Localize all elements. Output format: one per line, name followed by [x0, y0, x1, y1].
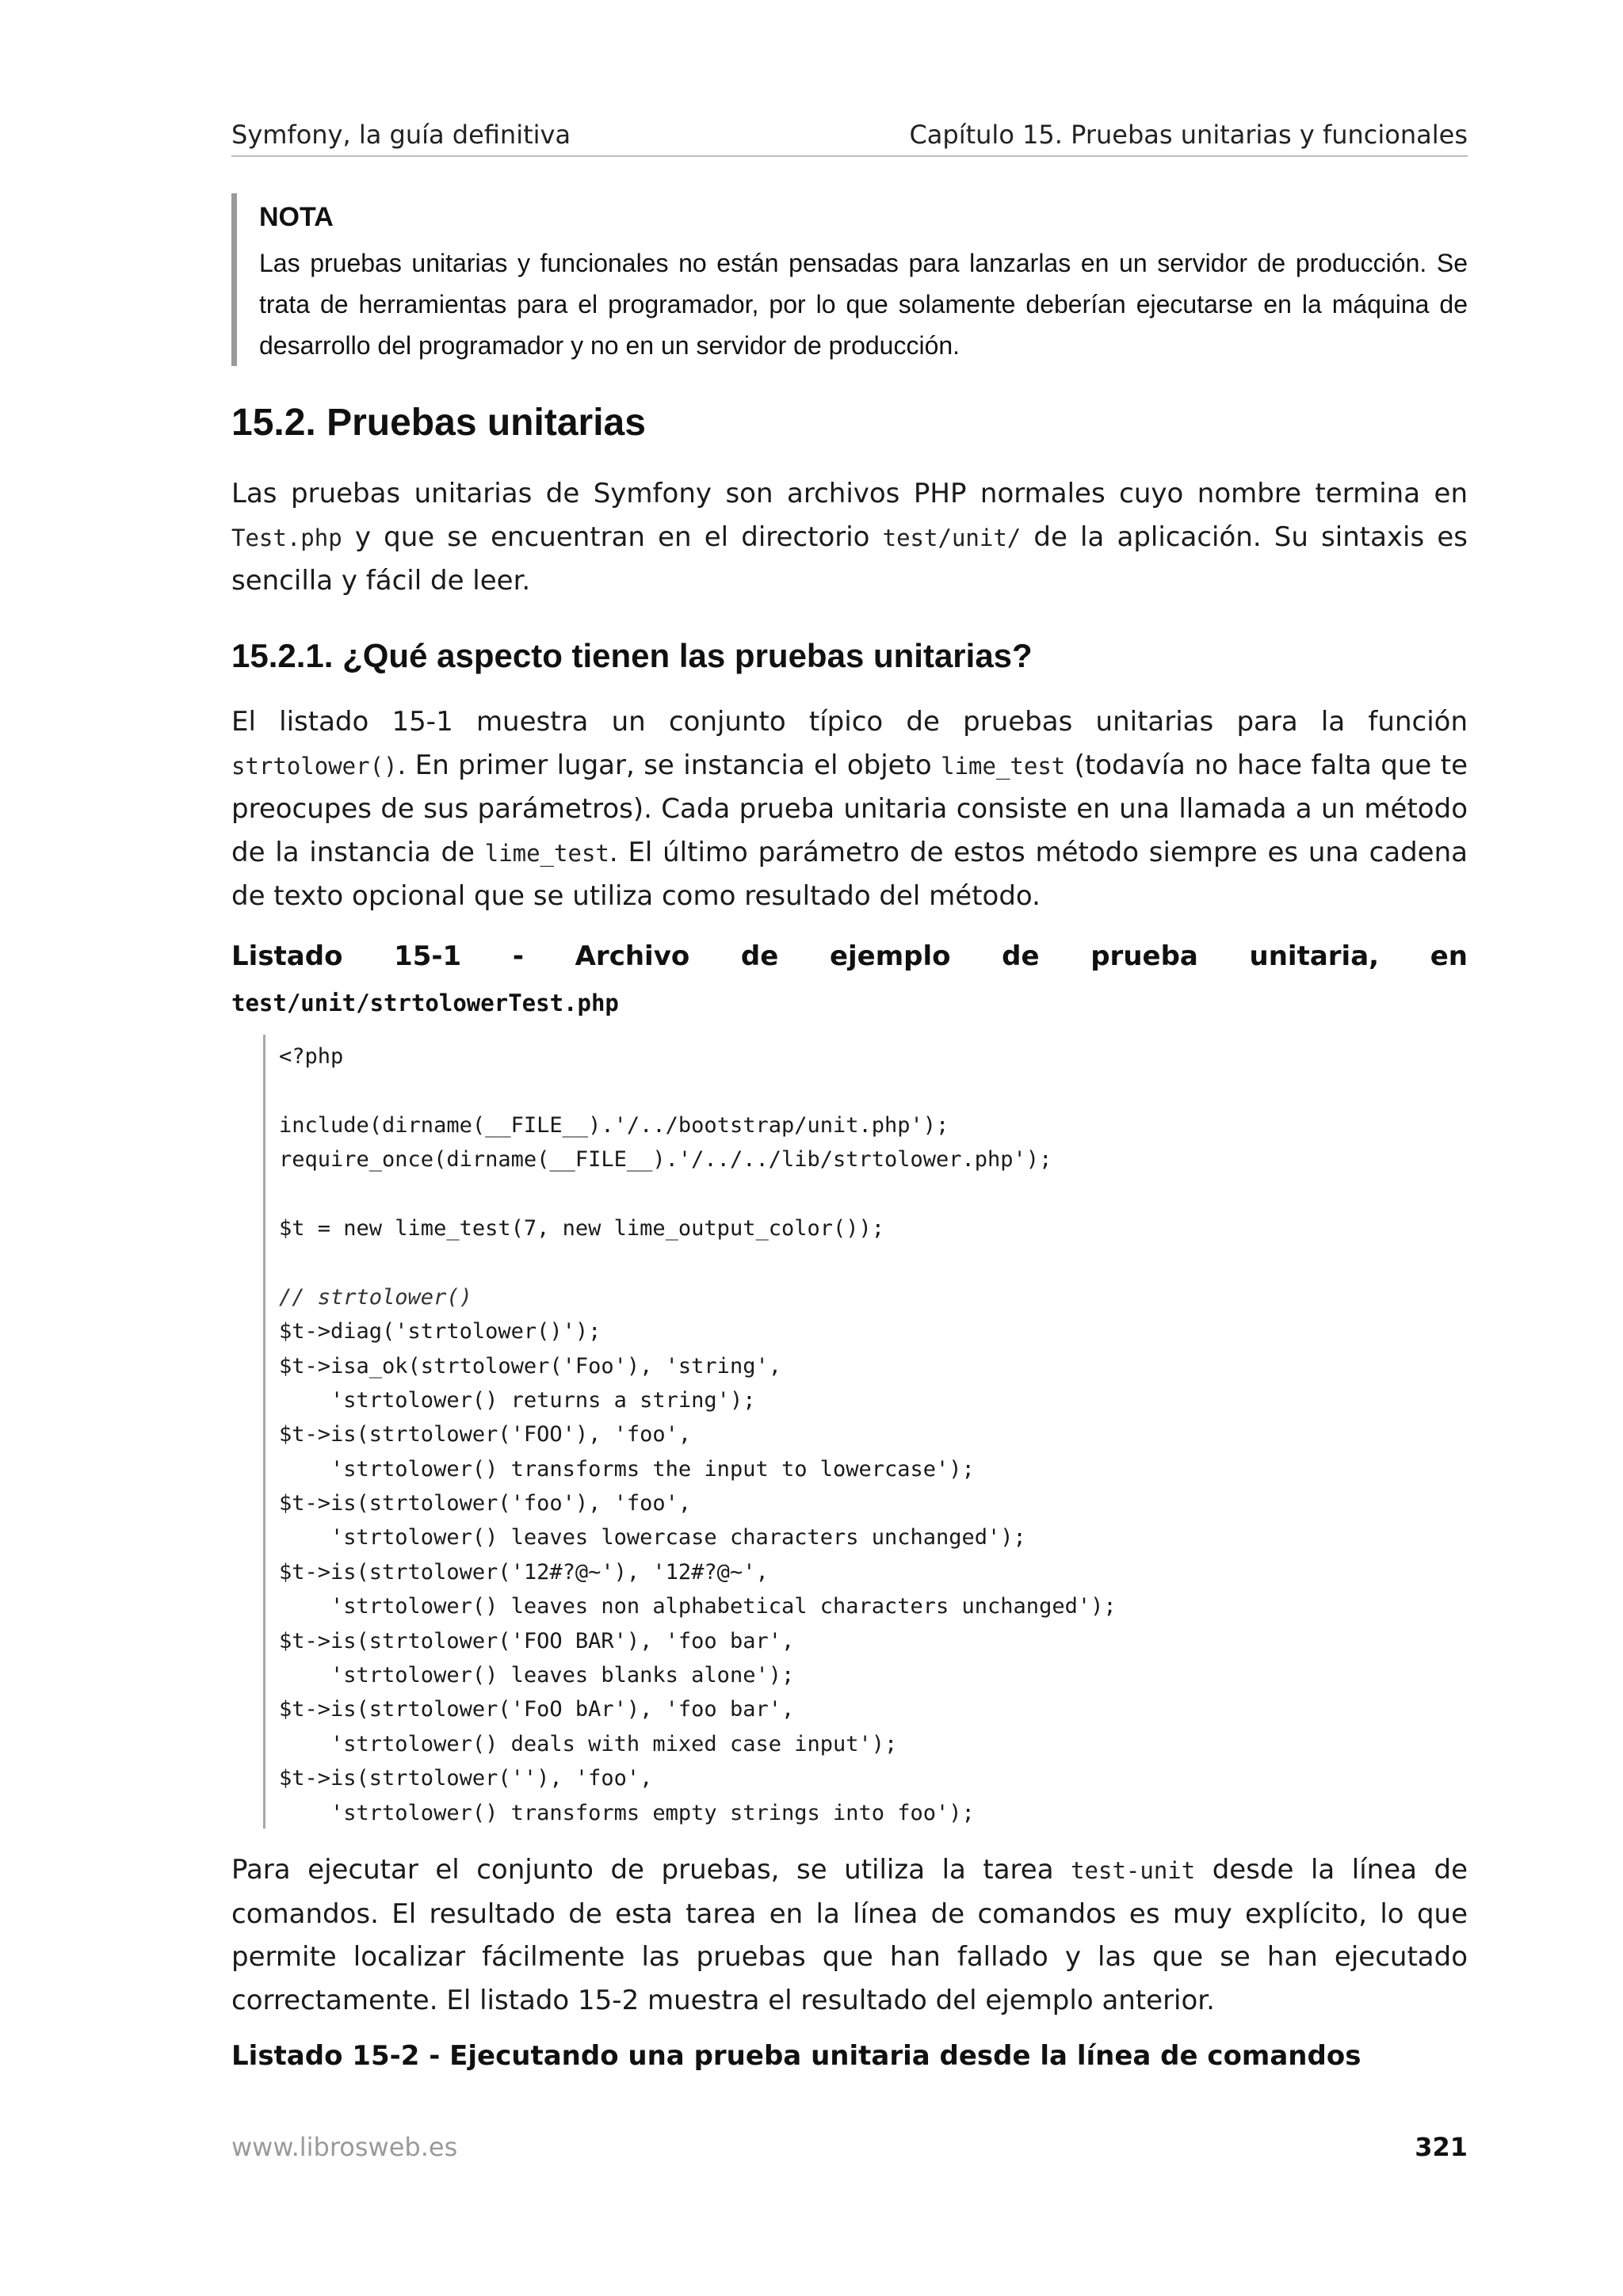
code-line: [279, 1245, 1117, 1280]
section-heading: 15.2. Pruebas unitarias: [231, 402, 646, 444]
code-line: 'strtolower() leaves blanks alone');: [279, 1663, 795, 1688]
code-line: require_once(dirname(__FILE__).'/../../lib/strtolower.php');: [279, 1147, 1052, 1173]
code-line: include(dirname(__FILE__).'/../bootstrap/unit.php');: [279, 1112, 949, 1138]
chapter-title: Capítulo 15. Pruebas unitarias y funcionales: [909, 120, 1468, 150]
running-header: [231, 117, 1468, 152]
code-lines: [279, 1039, 1117, 1830]
note-body: Las pruebas unitarias y funcionales no están pensadas para lanzarlas en un servidor de producción. Se trata de herramientas para el programador, por lo que solamente deberían ejecutarse en la máquina de desarrollo del programador y no en un servidor de producción.: [259, 249, 1468, 360]
listing-caption: Listado 15-2 - Ejecutando una prueba unitaria desde la línea de comandos: [231, 2040, 1361, 2072]
code-listing: [263, 1035, 1436, 1829]
code-line: [279, 1074, 1117, 1108]
book-title: Symfony, la guía definitiva: [231, 120, 571, 150]
inline-code: lime_test: [484, 839, 609, 867]
code-line: <?php: [279, 1044, 344, 1069]
subsection-heading: 15.2.1. ¿Qué aspecto tienen las pruebas unitarias?: [231, 637, 1033, 674]
footer-site: www.librosweb.es: [231, 2132, 458, 2162]
code-line: 'strtolower() returns a string');: [279, 1387, 756, 1413]
section-paragraph: Las pruebas unitarias de Symfony son archivos PHP normales cuyo nombre termina en Test.php y que se encuentran en el directorio test/unit/ de la aplicación. Su sintaxis es sencilla y fácil de leer.: [231, 478, 1468, 597]
code-line: $t->is(strtolower('foo'), 'foo',: [279, 1491, 692, 1516]
code-line: 'strtolower() deals with mixed case input');: [279, 1731, 898, 1756]
code-line: $t->is(strtolower(''), 'foo',: [279, 1766, 653, 1791]
code-line: [279, 1177, 1117, 1211]
inline-code: lime_test: [941, 752, 1066, 780]
page-number: 321: [1415, 2132, 1468, 2162]
listing-caption: Listado 15-1 - Archivo de ejemplo de prueba unitaria, en test/unit/strtolowerTest.php: [231, 940, 1468, 1016]
listing-path: test/unit/strtolowerTest.php: [231, 990, 619, 1016]
code-bar: [263, 1035, 265, 1829]
note-bar: [231, 193, 237, 366]
subsection-paragraph: El listado 15-1 muestra un conjunto típico de pruebas unitarias para la función strtolower(). En primer lugar, se instancia el objeto lime_test (todavía no hace falta que te preocupes de sus parámetros). Cada prueba unitaria consiste en una llamada a un método de la instancia de lime_test. El último parámetro de estos método siempre es una cadena de texto opcional que se utiliza como resultado del método.: [231, 706, 1468, 912]
code-line: $t->is(strtolower('FOO'), 'foo',: [279, 1422, 692, 1447]
code-line: 'strtolower() leaves non alphabetical characters unchanged');: [279, 1594, 1117, 1619]
header-rule: [231, 155, 1468, 157]
inline-code: Test.php: [231, 524, 342, 551]
inline-code: strtolower(): [231, 752, 398, 780]
code-line: $t->isa_ok(strtolower('Foo'), 'string',: [279, 1353, 781, 1379]
code-line: $t->is(strtolower('FoO bAr'), 'foo bar',: [279, 1697, 795, 1722]
inline-code: test/unit/: [882, 524, 1022, 551]
note-box: [231, 193, 1468, 366]
result-paragraph: Para ejecutar el conjunto de pruebas, se utiliza la tarea test-unit desde la línea de comandos. El resultado de esta tarea en la línea de comandos es muy explícito, lo que permite localizar fácilmente las pruebas que han fallado y las que se han ejecutado correctamente. El listado 15-2 muestra el resultado del ejemplo anterior.: [231, 1854, 1468, 2016]
code-line: // strtolower(): [279, 1284, 472, 1310]
code-line: $t->is(strtolower('12#?@~'), '12#?@~',: [279, 1559, 769, 1585]
document-page: [231, 0, 1468, 2296]
code-line: 'strtolower() leaves lowercase characters unchanged');: [279, 1525, 1026, 1550]
code-line: 'strtolower() transforms the input to lowercase');: [279, 1456, 975, 1482]
code-line: $t->diag('strtolower()');: [279, 1319, 601, 1344]
code-line: 'strtolower() transforms empty strings into foo');: [279, 1800, 975, 1825]
inline-code: test-unit: [1071, 1857, 1196, 1884]
note-title: NOTA: [259, 202, 334, 232]
code-line: $t->is(strtolower('FOO BAR'), 'foo bar',: [279, 1628, 795, 1653]
code-line: $t = new lime_test(7, new lime_output_color());: [279, 1215, 885, 1241]
